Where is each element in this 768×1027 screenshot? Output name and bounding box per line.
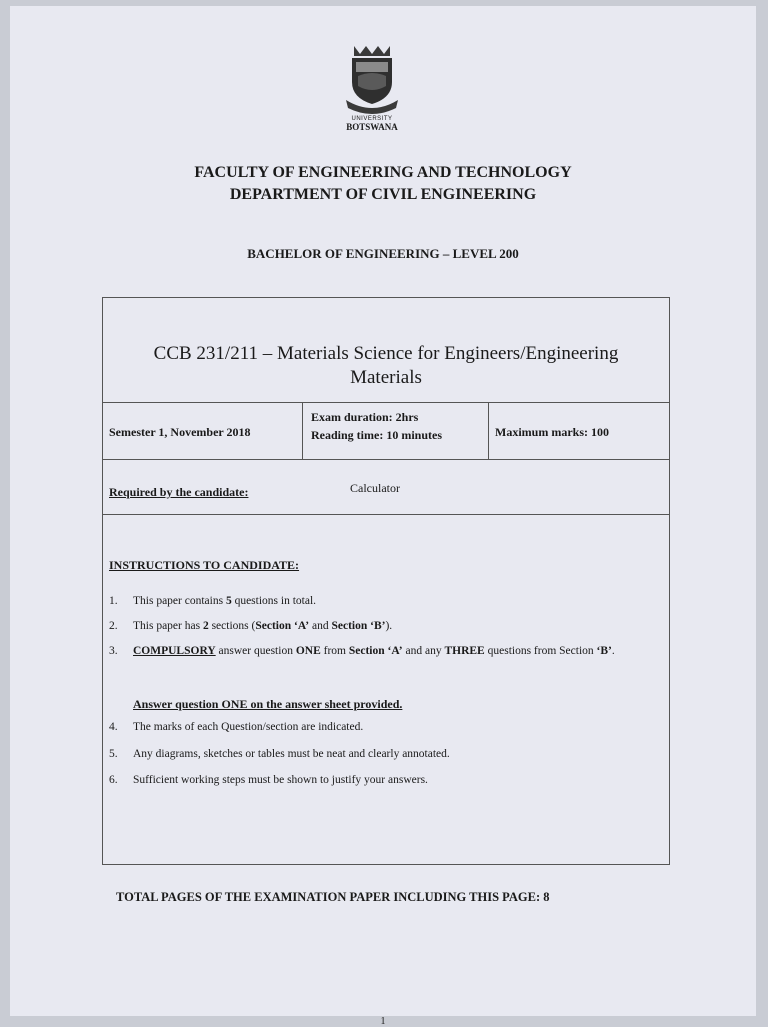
instruction-text: Any diagrams, sketches or tables must be neat and clearly annotated. — [133, 748, 450, 760]
duration-cell — [303, 403, 489, 459]
logo-name-text: BOTSWANA — [346, 122, 398, 132]
semester-cell: Semester 1, November 2018 — [103, 403, 303, 459]
required-row — [103, 459, 669, 515]
exam-duration: Exam duration: 2hrs — [311, 410, 419, 424]
required-value: Calculator — [350, 481, 400, 495]
instruction-text: Sufficient working steps must be shown to justify your answers. — [133, 774, 428, 786]
instruction-number: 3. — [109, 645, 118, 657]
course-title-line-1: CCB 231/211 – Materials Science for Engineers/Engineering — [153, 343, 619, 364]
page-number: 1 — [380, 1016, 386, 1027]
instruction-text: This paper has 2 sections (Section ‘A’ and Section ‘B’). — [133, 620, 393, 632]
exam-cover-page — [10, 6, 756, 1027]
crest-icon — [342, 42, 402, 114]
instruction-number: 6. — [109, 774, 118, 786]
course-title-line-2: Materials — [350, 367, 422, 388]
max-marks-cell: Maximum marks: 100 — [495, 425, 609, 439]
required-label: Required by the candidate: — [109, 485, 249, 499]
instruction-number: 2. — [109, 620, 118, 632]
faculty-heading: FACULTY OF ENGINEERING AND TECHNOLOGY — [194, 164, 572, 181]
exam-details-box — [102, 297, 670, 865]
university-logo — [338, 42, 406, 144]
instruction-number: 1. — [109, 595, 118, 607]
level-heading: BACHELOR OF ENGINEERING – LEVEL 200 — [247, 246, 519, 261]
exam-info-row — [103, 403, 669, 460]
course-title — [103, 298, 669, 403]
reading-time: Reading time: 10 minutes — [311, 428, 442, 442]
instructions-title: INSTRUCTIONS TO CANDIDATE: — [109, 558, 300, 572]
total-pages-note: TOTAL PAGES OF THE EXAMINATION PAPER INCLUDING THIS PAGE: 8 — [116, 890, 550, 904]
instruction-text: The marks of each Question/section are indicated. — [133, 721, 364, 733]
instruction-text: COMPULSORY answer question ONE from Section ‘A’ and any THREE questions from Section ‘B’. — [133, 645, 615, 657]
instruction-number: 5. — [109, 748, 118, 760]
instruction-text: This paper contains 5 questions in total. — [133, 595, 317, 607]
logo-university-text: UNIVERSITY — [351, 116, 393, 122]
instruction-number: 4. — [109, 721, 118, 733]
answer-sheet-note: Answer question ONE on the answer sheet provided. — [133, 697, 403, 711]
department-heading: DEPARTMENT OF CIVIL ENGINEERING — [229, 186, 537, 203]
